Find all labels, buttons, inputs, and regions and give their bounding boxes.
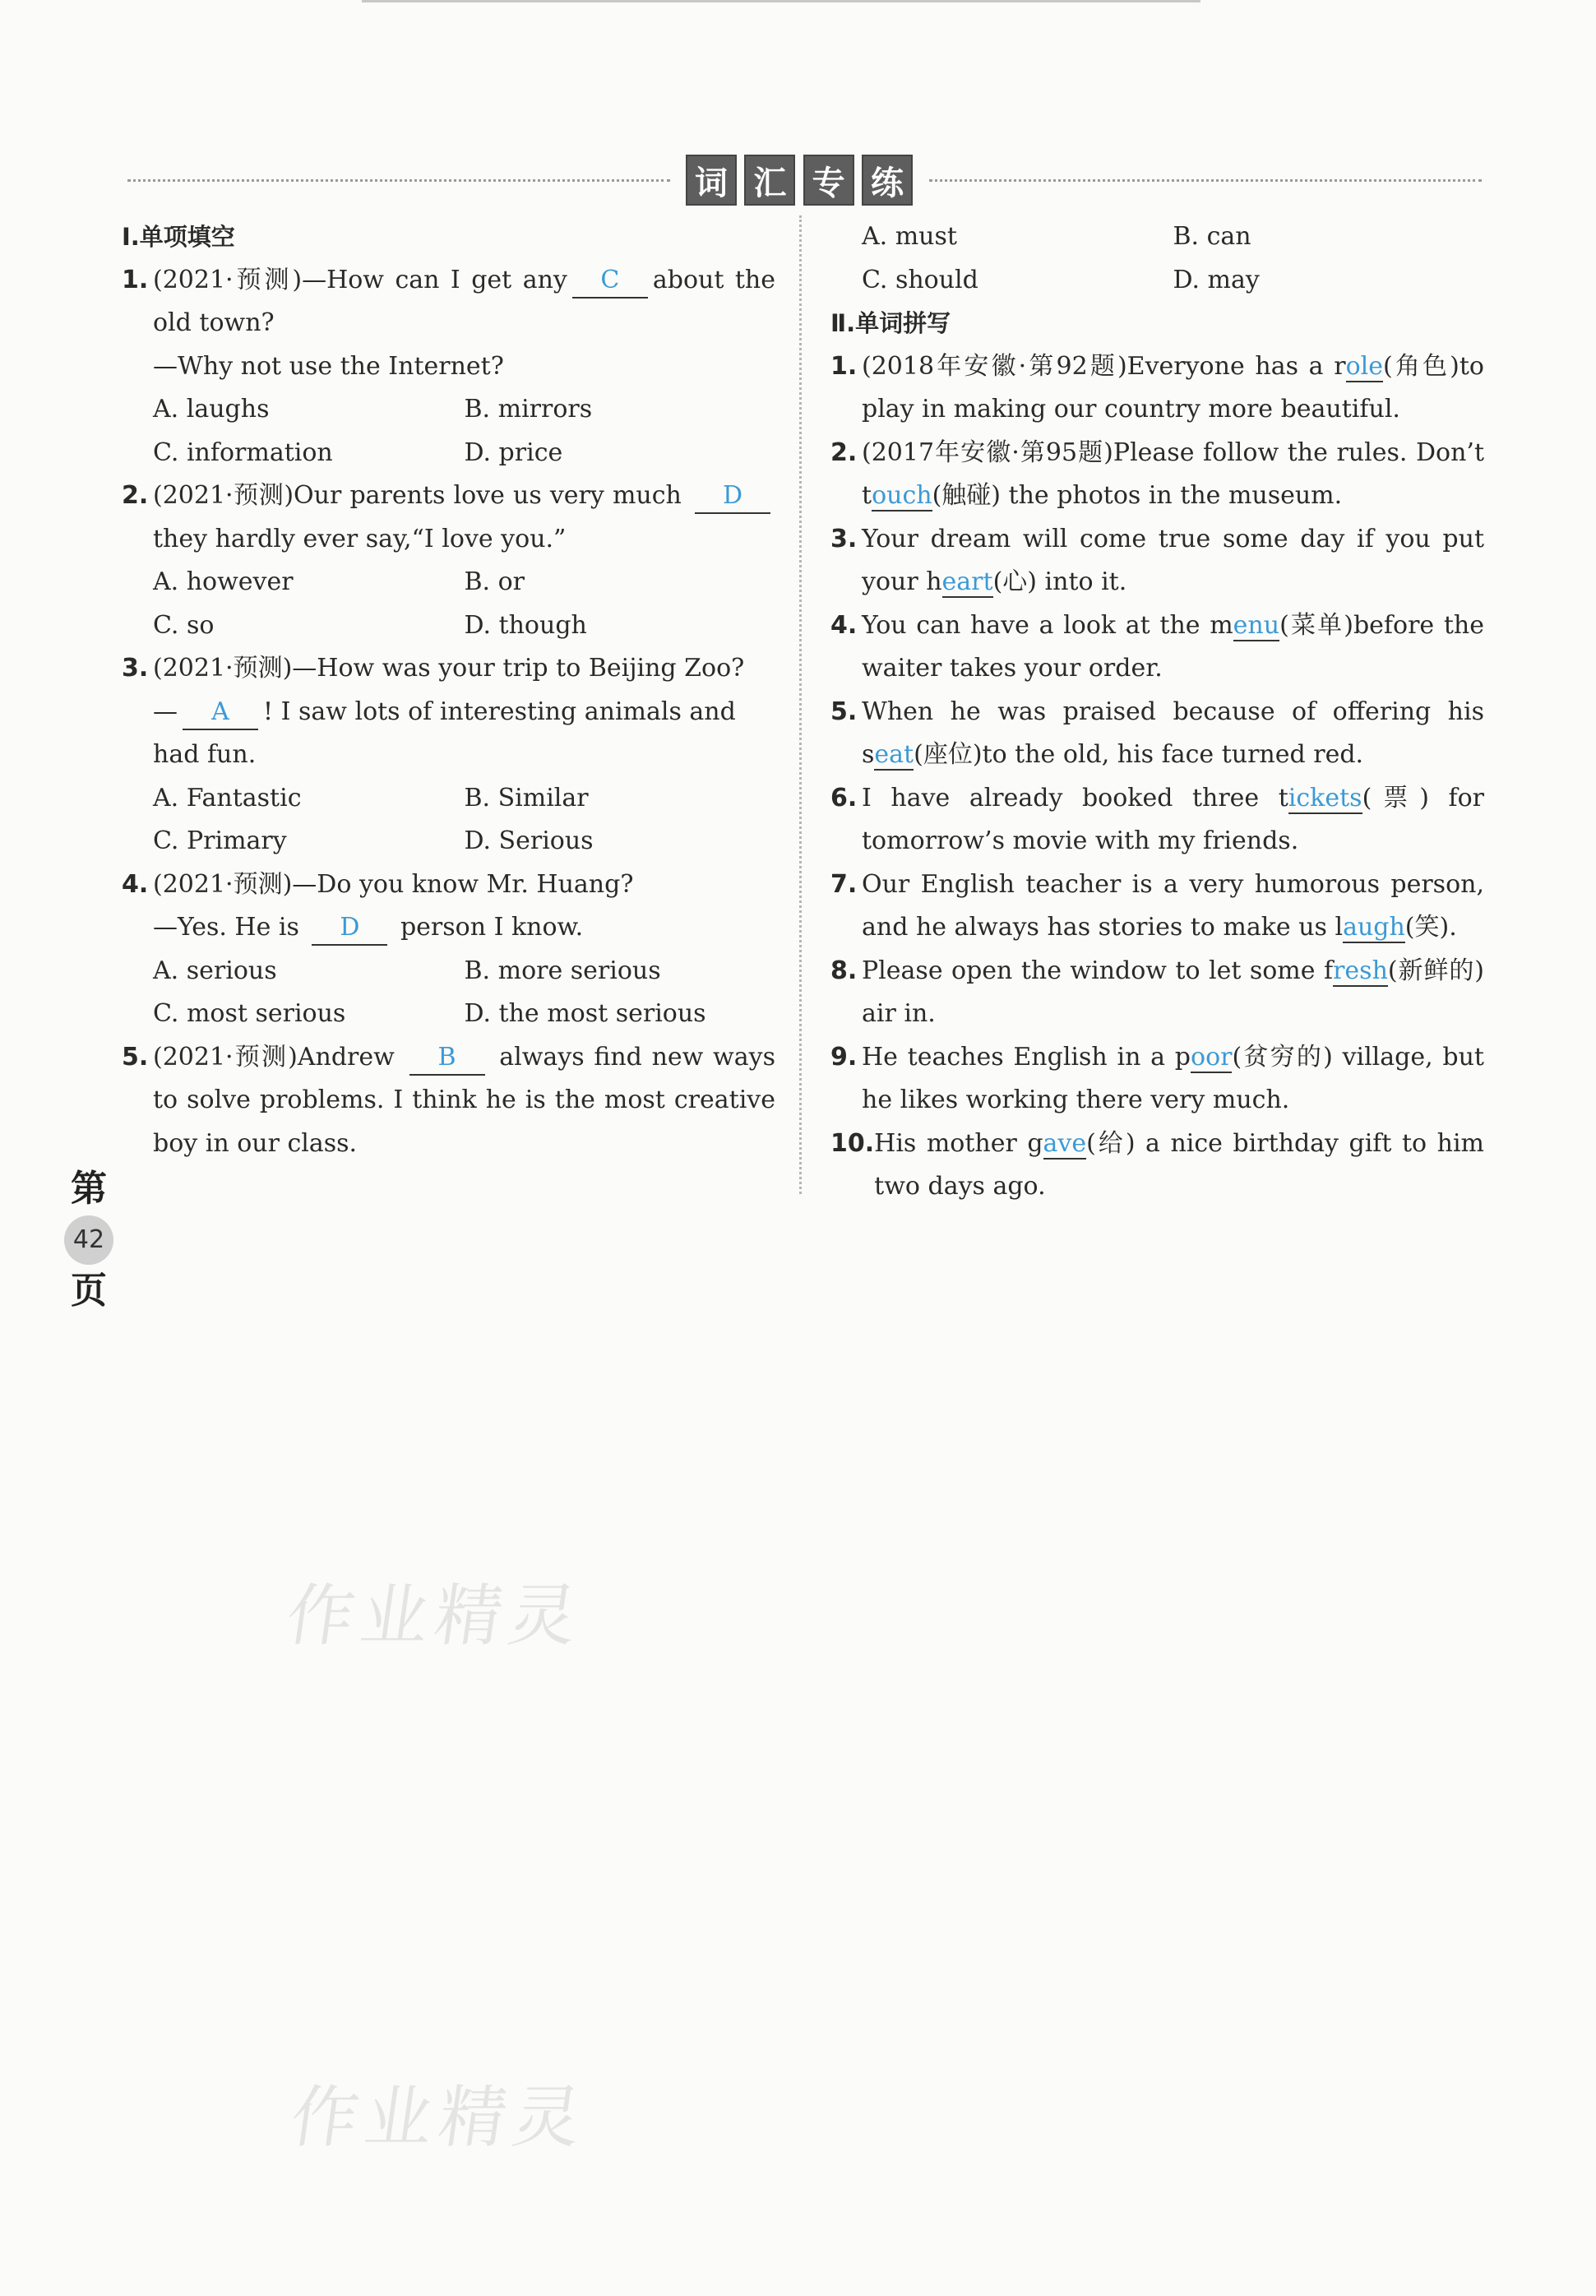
answer-blank: D <box>312 911 387 946</box>
options-row <box>122 604 775 648</box>
spelling-item-10 <box>830 1123 1484 1209</box>
page-number-mark <box>64 1166 113 1314</box>
item-text <box>862 950 1484 1036</box>
option: B. mirrors <box>464 395 593 424</box>
spelling-answer: augh <box>1343 913 1405 942</box>
dash: — <box>153 697 178 726</box>
item-text <box>862 1036 1484 1123</box>
item-stem-end: (新鲜的) air in. <box>862 956 1484 1028</box>
right-column <box>830 215 1484 1209</box>
item-stem-end: (贫穷的) village, but he likes working there very much. <box>862 1042 1484 1114</box>
question-text: (2021·预测)—Do you know Mr. Huang? <box>153 869 634 899</box>
question-stem: (2021·预测)Andrew <box>153 1042 395 1072</box>
page-number: 42 <box>64 1215 113 1265</box>
option: B. more serious <box>464 956 661 985</box>
spelling-item-8 <box>830 950 1484 1036</box>
spelling-answer: eat <box>874 740 914 769</box>
question-1 <box>122 259 775 345</box>
option: D. the most serious <box>464 999 706 1028</box>
section-header <box>676 155 923 206</box>
question-line: —Why not use the Internet? <box>153 351 504 381</box>
item-stem: (2017年安徽·第95题)Please follow the rules. Don’t t <box>862 437 1484 510</box>
item-stem: He teaches English in a p <box>862 1042 1191 1072</box>
spelling-answer: eart <box>941 567 993 596</box>
item-stem-end: (座位)to the old, his face turned red. <box>914 740 1364 769</box>
spelling-item-1 <box>830 345 1484 432</box>
spelling-answer: enu <box>1233 610 1280 640</box>
option: B. can <box>1173 222 1251 251</box>
spelling-item-3 <box>830 518 1484 604</box>
question-text <box>153 1036 775 1166</box>
spelling-answer: ole <box>1345 351 1384 381</box>
item-stem: I have already booked three t <box>862 783 1288 812</box>
header-rule-left <box>127 179 670 182</box>
options-row <box>122 820 775 863</box>
answer-blank: B <box>409 1041 485 1076</box>
question-stem-end: person I know. <box>400 913 584 942</box>
item-text <box>862 432 1484 518</box>
top-edge-line <box>362 0 1200 2</box>
item-text <box>862 518 1484 604</box>
header-char: 专 <box>803 155 854 206</box>
option: D. though <box>464 610 587 640</box>
option: C. most serious <box>153 999 346 1028</box>
header-char: 词 <box>686 155 737 206</box>
question-stem-end: they hardly ever say,“I love you.” <box>153 524 567 553</box>
question-stem: (2021·预测)—How can I get any <box>153 265 567 294</box>
option: D. may <box>1173 265 1260 294</box>
question-4 <box>122 863 775 907</box>
spelling-answer: ave <box>1043 1128 1087 1158</box>
watermark: 作业精灵 <box>285 2079 593 2157</box>
item-stem: Our English teacher is a very humorous person, and he always has stories to make us l <box>862 869 1484 942</box>
item-text <box>862 691 1484 777</box>
item-text <box>862 345 1484 432</box>
option: A. laughs <box>153 395 270 424</box>
header-char: 汇 <box>744 155 795 206</box>
question-3 <box>122 647 775 691</box>
question-line <box>122 906 775 950</box>
item-number: 8. <box>830 956 858 985</box>
item-number: 10. <box>830 1128 875 1158</box>
question-number: 2. <box>122 481 149 510</box>
spelling-answer: oor <box>1191 1042 1233 1072</box>
item-stem: When he was praised because of offering his s <box>862 697 1484 769</box>
spelling-answer: resh <box>1333 956 1388 985</box>
question-text: (2021·预测)—How was your trip to Beijing Zoo? <box>153 654 745 683</box>
question-stem-end: ! I saw lots of interesting animals and had fun. <box>153 697 736 769</box>
question-number: 4. <box>122 869 149 899</box>
question-text <box>153 474 775 561</box>
options-row <box>122 993 775 1036</box>
option: A. must <box>862 222 957 251</box>
item-number: 4. <box>830 610 858 640</box>
options-row <box>122 561 775 604</box>
item-stem-end: (笑). <box>1404 913 1457 942</box>
spelling-answer: ickets <box>1288 783 1362 812</box>
item-text <box>874 1123 1484 1209</box>
option: B. or <box>464 567 525 596</box>
question-stem: —Yes. He is <box>153 913 299 942</box>
item-stem-end: (菜单)before the waiter takes your order. <box>862 610 1485 683</box>
spelling-item-6 <box>830 777 1484 863</box>
item-number: 6. <box>830 783 858 812</box>
spelling-item-7 <box>830 863 1484 950</box>
question-line <box>122 691 775 777</box>
item-text <box>862 777 1484 863</box>
item-stem: Please open the window to let some f <box>862 956 1334 985</box>
option: A. serious <box>153 956 277 985</box>
options-row <box>122 950 775 993</box>
item-number: 2. <box>830 437 858 467</box>
answer-blank: A <box>183 696 258 730</box>
spelling-item-2 <box>830 432 1484 518</box>
spelling-answer: ouch <box>872 481 932 510</box>
question-5 <box>122 1036 775 1166</box>
options-row <box>830 215 1484 259</box>
item-stem: Your dream will come true some day if you put your h <box>862 524 1484 596</box>
options-row <box>122 432 775 475</box>
spelling-item-5 <box>830 691 1484 777</box>
item-number: 5. <box>830 697 858 726</box>
question-text <box>153 259 775 345</box>
header-rule-right <box>929 179 1482 182</box>
item-stem-end: (票) for tomorrow’s movie with my friends. <box>862 783 1484 855</box>
left-column <box>122 215 775 1165</box>
spelling-item-4 <box>830 604 1484 691</box>
item-stem: His mother g <box>874 1128 1043 1158</box>
options-row <box>122 388 775 432</box>
options-row <box>830 259 1484 303</box>
section-title-1: Ⅰ.单项填空 <box>122 223 235 251</box>
item-stem: You can have a look at the m <box>862 610 1233 640</box>
option: D. Serious <box>464 826 594 855</box>
item-stem-end: (给) a nice birthday gift to him two days ago. <box>874 1128 1484 1201</box>
question-number: 3. <box>122 654 149 683</box>
item-stem-end: (心) into it. <box>992 567 1127 596</box>
item-number: 3. <box>830 524 858 553</box>
spelling-item-9 <box>830 1036 1484 1123</box>
answer-blank: C <box>572 264 648 299</box>
option: C. information <box>153 437 333 467</box>
option: A. however <box>153 567 294 596</box>
question-2 <box>122 474 775 561</box>
item-stem: (2018年安徽·第92题)Everyone has a r <box>862 351 1346 381</box>
column-divider <box>799 215 802 1194</box>
watermark: 作业精灵 <box>281 1577 589 1655</box>
question-stem-end: about the old town? <box>153 265 775 337</box>
item-number: 1. <box>830 351 858 381</box>
option: B. Similar <box>464 783 589 812</box>
item-number: 7. <box>830 869 858 899</box>
question-stem-end: always find new ways to solve problems. I think he is the most creative boy in our class. <box>153 1042 775 1158</box>
page-mark-top: 第 <box>71 1168 107 1210</box>
item-text <box>862 604 1484 691</box>
options-row <box>122 777 775 821</box>
option: C. so <box>153 610 215 640</box>
answer-blank: D <box>695 479 770 514</box>
item-number: 9. <box>830 1042 858 1072</box>
option: A. Fantastic <box>153 783 302 812</box>
item-stem-end: (触碰) the photos in the museum. <box>932 481 1343 510</box>
item-stem-end: (角色)to play in making our country more beautiful. <box>862 351 1484 424</box>
question-number: 5. <box>122 1042 149 1072</box>
option: C. Primary <box>153 826 287 855</box>
page-mark-bottom: 页 <box>71 1270 107 1312</box>
question-number: 1. <box>122 265 149 294</box>
section-title-2: Ⅱ.单词拼写 <box>830 309 951 337</box>
item-text <box>862 863 1484 950</box>
header-char: 练 <box>862 155 913 206</box>
option: C. should <box>862 265 978 294</box>
option: D. price <box>464 437 563 467</box>
question-stem: (2021·预测)Our parents love us very much <box>153 481 682 510</box>
